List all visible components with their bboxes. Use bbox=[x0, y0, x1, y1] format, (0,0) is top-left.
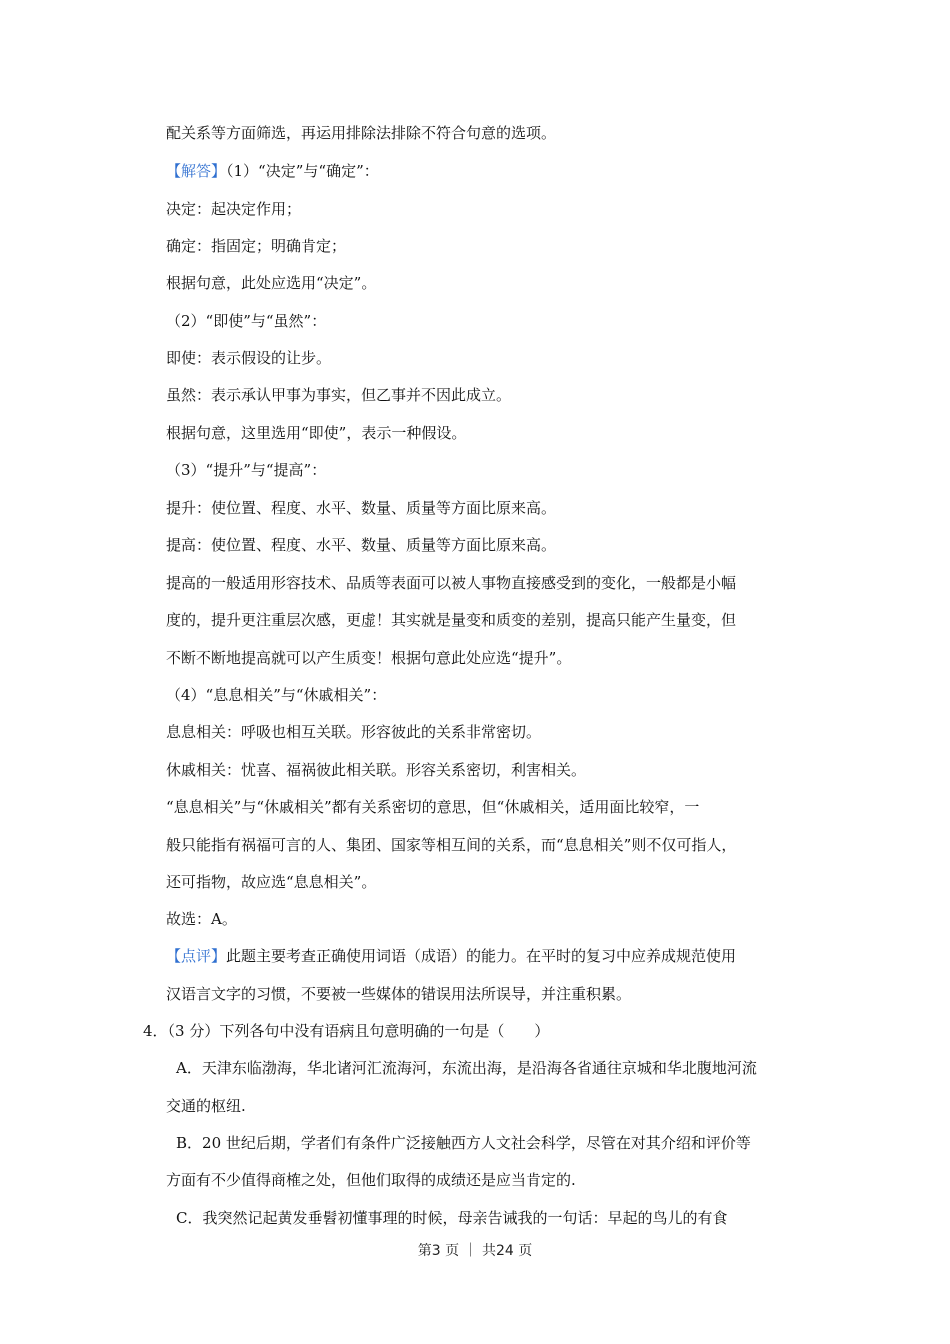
text-line: 根据句意，这里选用“即使”，表示一种假设。 bbox=[166, 424, 467, 442]
option-c: C．我突然记起黄发垂髫初懂事理的时候，母亲告诫我的一句话：早起的鸟儿的有食 bbox=[176, 1209, 728, 1227]
text-line: 配关系等方面筛选，再运用排除法排除不符合句意的选项。 bbox=[166, 124, 557, 142]
text-line: 还可指物，故应选“息息相关”。 bbox=[166, 873, 377, 891]
page-footer: 第3 页 ｜ 共24 页 bbox=[417, 1243, 533, 1259]
text-line: 方面有不少值得商榷之处，但他们取得的成绩还是应当肯定的. bbox=[166, 1171, 576, 1189]
text-line: 提高的一般适用形容技术、品质等表面可以被人事物直接感受到的变化，一般都是小幅 bbox=[166, 574, 737, 592]
text-line: 息息相关：呼吸也相互关联。形容彼此的关系非常密切。 bbox=[166, 723, 542, 741]
comment-tag: 【点评】 bbox=[166, 947, 227, 965]
text-line: 虽然：表示承认甲事为事实，但乙事并不因此成立。 bbox=[166, 386, 512, 404]
option-a: A．天津东临渤海，华北诸河汇流海河，东流出海，是沿海各省通往京城和华北腹地河流 bbox=[176, 1059, 757, 1077]
text-line: （3）“提升”与“提高”： bbox=[166, 461, 327, 479]
text-line: 提高：使位置、程度、水平、数量、质量等方面比原来高。 bbox=[166, 536, 557, 554]
text-line: 即使：表示假设的让步。 bbox=[166, 349, 332, 367]
text-line: “息息相关”与“休戚相关”都有关系密切的意思，但“休戚相关，适用面比较窄，一 bbox=[166, 798, 700, 816]
text-line: 提升：使位置、程度、水平、数量、质量等方面比原来高。 bbox=[166, 499, 557, 517]
text-line: 确定：指固定；明确肯定； bbox=[166, 237, 347, 255]
option-b: B．20 世纪后期，学者们有条件广泛接触西方人文社会科学，尽管在对其介绍和评价等 bbox=[176, 1134, 751, 1152]
text-line: 【解答】（1）“决定”与“确定”： bbox=[166, 162, 379, 180]
text-line: （2）“即使”与“虽然”： bbox=[166, 312, 327, 330]
text-line: 根据句意，此处应选用“决定”。 bbox=[166, 274, 377, 292]
text-line: 决定：起决定作用； bbox=[166, 200, 302, 218]
text-line: 【点评】此题主要考查正确使用词语（成语）的能力。在平时的复习中应养成规范使用 bbox=[166, 947, 737, 965]
text-line: 度的，提升更注重层次感，更虚！其实就是量变和质变的差别，提高只能产生量变，但 bbox=[166, 611, 737, 629]
text-line: 般只能指有祸福可言的人、集团、国家等相互间的关系，而“息息相关”则不仅可指人， bbox=[166, 836, 737, 854]
text-line: 故选：A。 bbox=[166, 910, 237, 928]
text-line: 交通的枢纽. bbox=[166, 1097, 246, 1115]
text-line: 不断不断地提高就可以产生质变！根据句意此处应选“提升”。 bbox=[166, 649, 572, 667]
text-line: （4）“息息相关”与“休戚相关”： bbox=[166, 686, 387, 704]
answer-tag: 【解答】 bbox=[166, 162, 227, 180]
question-title: 4．（3 分）下列各句中没有语病且句意明确的一句是（ ） bbox=[143, 1022, 550, 1040]
text-line: 汉语言文字的习惯，不要被一些媒体的错误用法所误导，并注重积累。 bbox=[166, 985, 632, 1003]
text-line: 休戚相关：忧喜、福祸彼此相关联。形容关系密切，利害相关。 bbox=[166, 761, 587, 779]
